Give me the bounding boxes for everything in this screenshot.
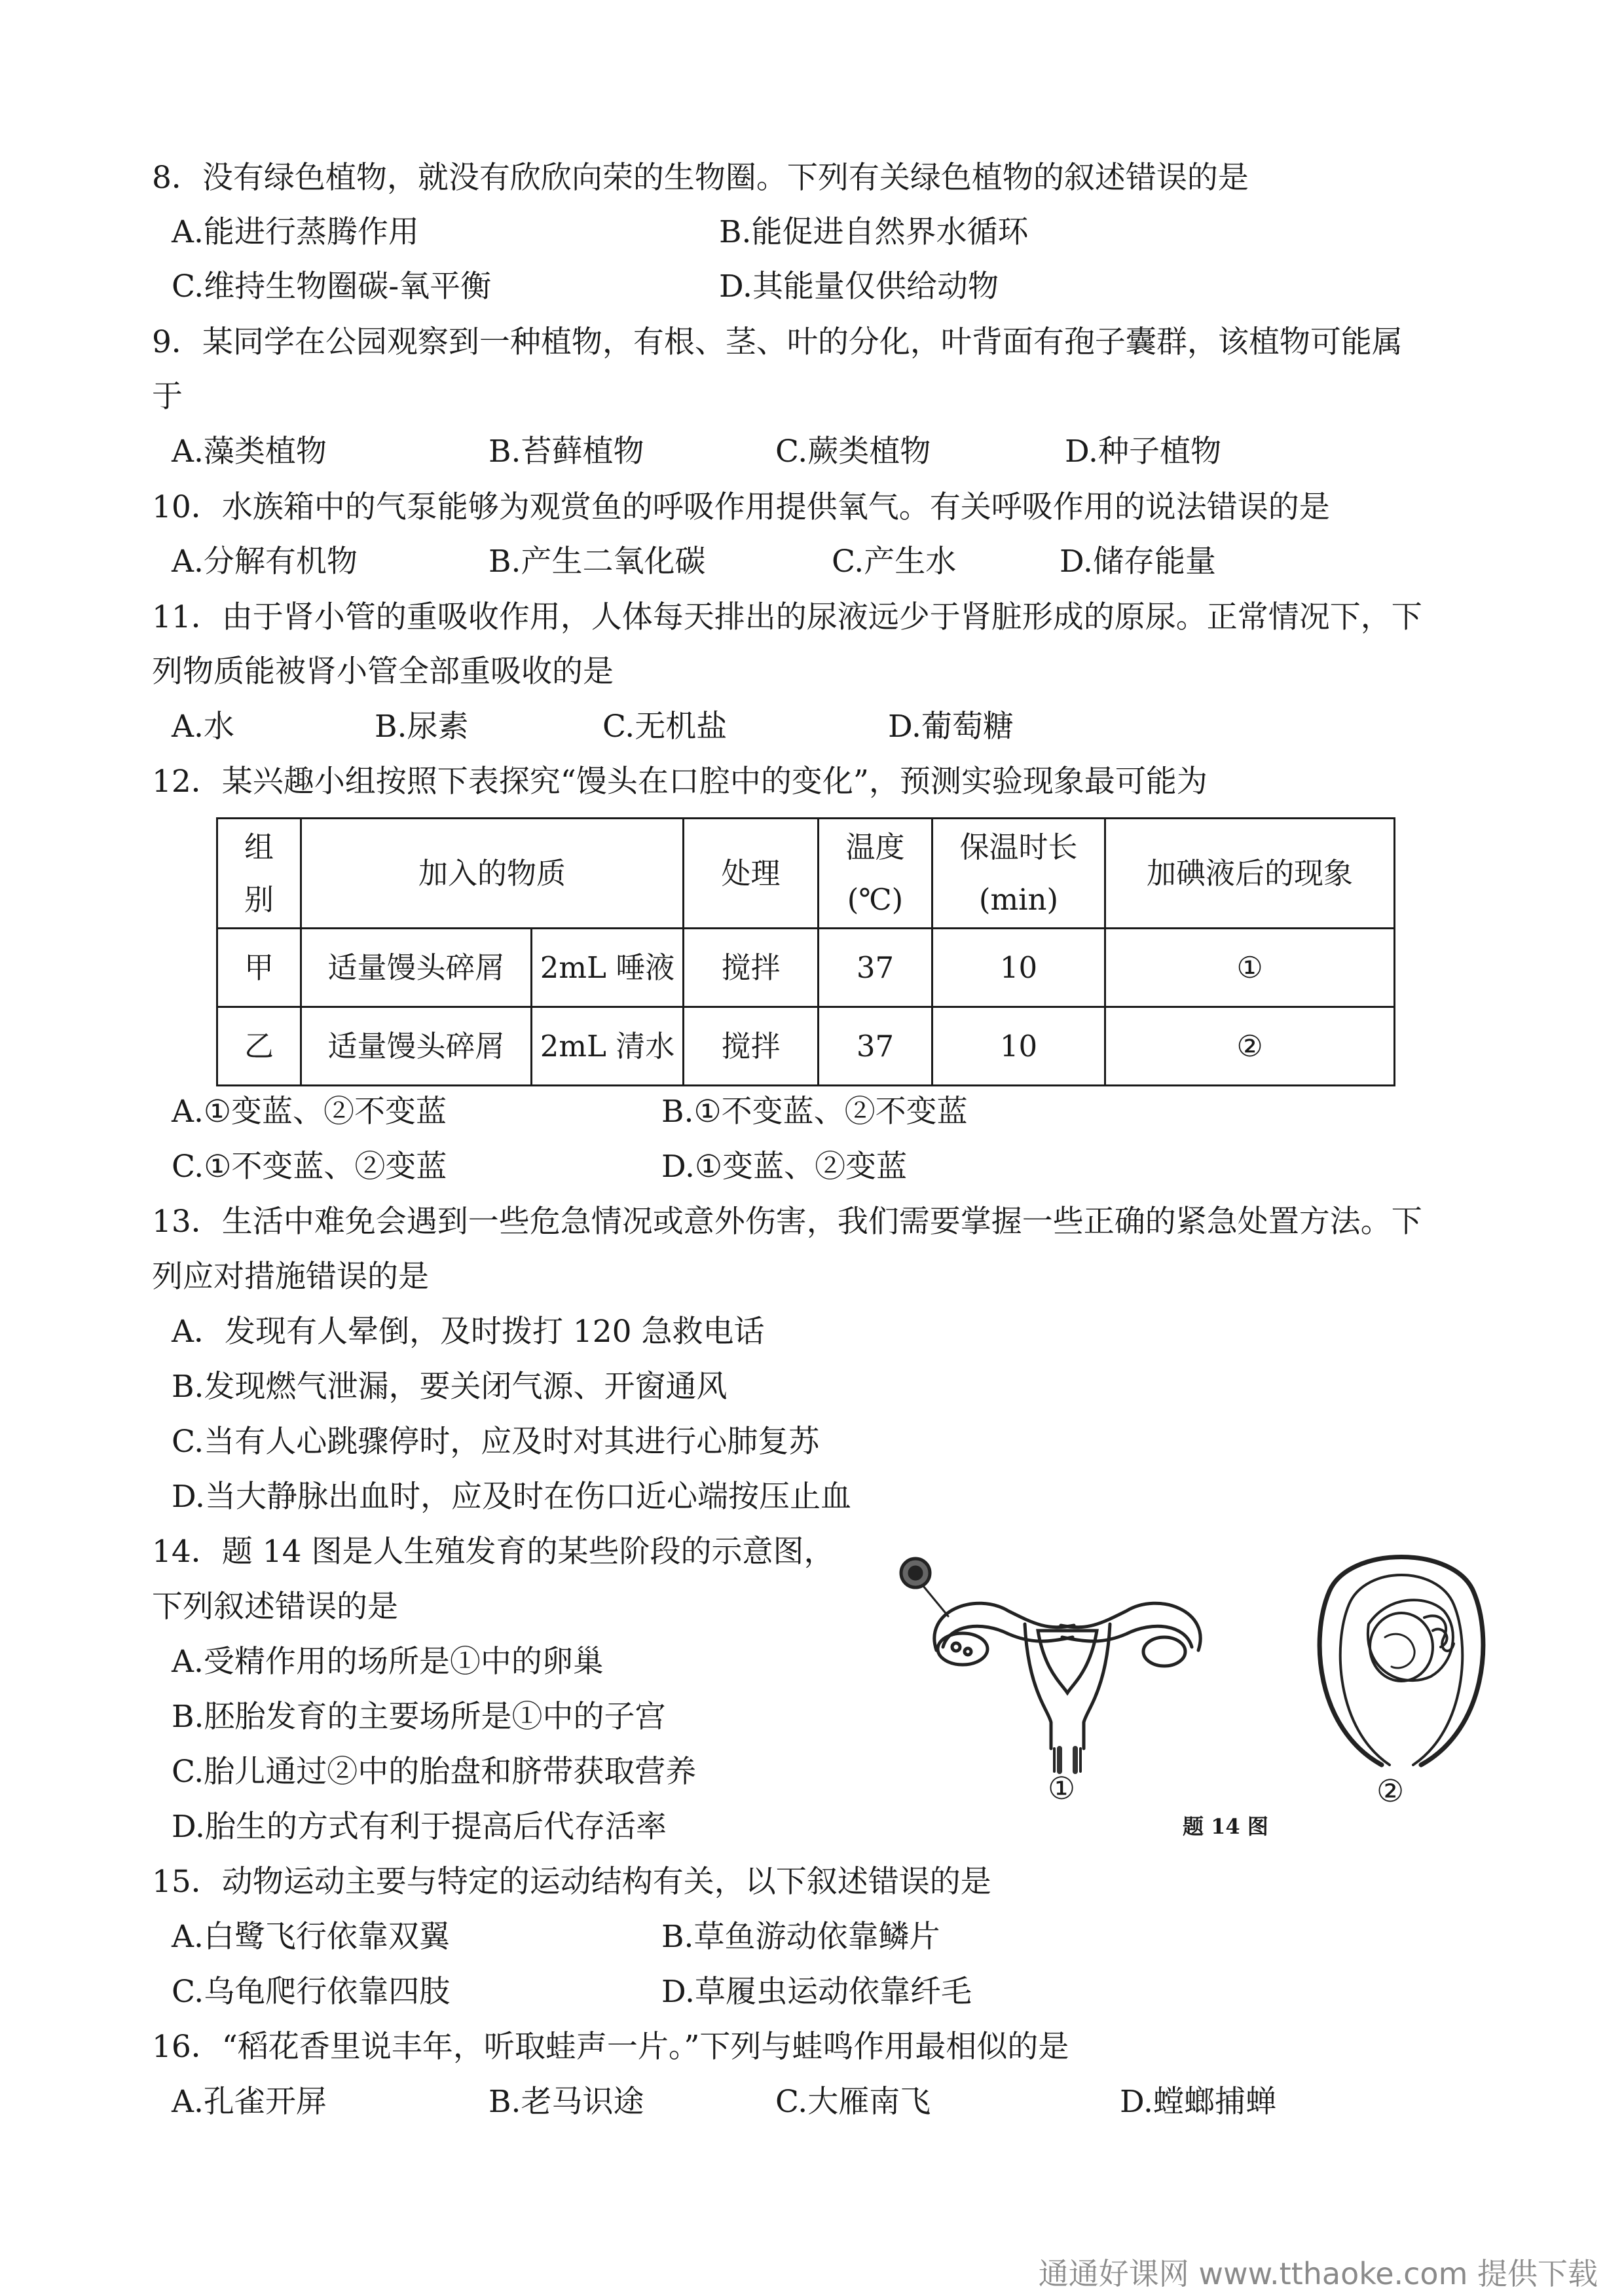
q15-option-b: B.草鱼游动依靠鳞片 <box>661 1919 940 1955</box>
q11-stem-line1: 11．由于肾小管的重吸收作用，人体每天排出的尿液远少于肾脏形成的原尿。正常情况下，下 <box>152 599 1422 635</box>
table-header-row <box>217 819 1395 929</box>
q11-stem-line2: 列物质能被肾小管全部重吸收的是 <box>152 654 614 690</box>
q12-option-c: C.①不变蓝、②变蓝 <box>172 1149 447 1185</box>
q13-option-c: C.当有人心跳骤停时，应及时对其进行心肺复苏 <box>172 1424 820 1460</box>
q9-option-a: A.藻类植物 <box>172 434 327 470</box>
q15-option-c: C.乌龟爬行依靠四肢 <box>172 1974 451 2010</box>
header-group <box>217 819 301 929</box>
q10-option-c: C.产生水 <box>832 544 957 580</box>
q9-stem-line2: 于 <box>152 379 183 415</box>
q9-option-b: B.苔藓植物 <box>489 434 644 470</box>
q15-stem: 15．动物运动主要与特定的运动结构有关，以下叙述错误的是 <box>152 1864 991 1900</box>
q12-option-a: A.①变蓝、②不变蓝 <box>172 1094 447 1130</box>
fetus-in-uterus-figure <box>1303 1532 1500 1768</box>
q9-option-d: D.种子植物 <box>1065 434 1221 470</box>
q9-option-c: C.蕨类植物 <box>775 434 931 470</box>
q16-stem: 16．“稻花香里说丰年，听取蛙声一片。”下列与蛙鸣作用最相似的是 <box>152 2029 1069 2065</box>
header-temperature <box>819 819 932 929</box>
cell-temperature: 37 <box>819 929 932 1007</box>
q13-stem-line1: 13．生活中难免会遇到一些危急情况或意外伤害，我们需要掌握一些正确的紧急处置方法。下 <box>152 1204 1422 1240</box>
header-temperature-line1: 温度 <box>845 829 905 864</box>
cell-substance-1: 适量馒头碎屑 <box>301 1007 532 1086</box>
figure-caption: 题 14 图 <box>1183 1814 1268 1839</box>
header-treatment: 处理 <box>684 819 819 929</box>
cell-result: ② <box>1105 1007 1395 1086</box>
q8-option-c: C.维持生物圈碳-氧平衡 <box>172 268 492 305</box>
q11-option-d: D.葡萄糖 <box>888 709 1014 745</box>
cell-treatment: 搅拌 <box>684 929 819 1007</box>
q14-option-a: A.受精作用的场所是①中的卵巢 <box>172 1644 604 1680</box>
q8-stem: 8．没有绿色植物，就没有欣欣向荣的生物圈。下列有关绿色植物的叙述错误的是 <box>152 160 1249 196</box>
header-result: 加碘液后的现象 <box>1105 819 1395 929</box>
q14-option-c: C.胎儿通过②中的胎盘和脐带获取营养 <box>172 1754 697 1790</box>
figure-label-2: ② <box>1376 1773 1405 1809</box>
q14-stem-line1: 14．题 14 图是人生殖发育的某些阶段的示意图， <box>152 1534 835 1570</box>
q14-stem-line2: 下列叙述错误的是 <box>152 1589 398 1625</box>
table-row <box>217 1007 1395 1086</box>
q8-option-b: B.能促进自然界水循环 <box>719 214 1029 250</box>
q11-option-c: C.无机盐 <box>602 709 728 745</box>
footer-watermark: 通通好课网 www.tthaoke.com 提供下载 <box>1038 2256 1598 2291</box>
cell-time: 10 <box>932 929 1105 1007</box>
q13-option-d: D.当大静脉出血时，应及时在伤口近心端按压止血 <box>172 1479 851 1515</box>
q10-option-d: D.储存能量 <box>1060 544 1216 580</box>
experiment-table <box>216 817 1395 1086</box>
q13-option-b: B.发现燃气泄漏，要关闭气源、开窗通风 <box>172 1369 728 1405</box>
q16-option-b: B.老马识途 <box>489 2084 644 2120</box>
cell-temperature: 37 <box>819 1007 932 1086</box>
header-time <box>932 819 1105 929</box>
q16-option-c: C.大雁南飞 <box>775 2084 931 2120</box>
q13-stem-line2: 列应对措施错误的是 <box>152 1259 429 1295</box>
header-substance: 加入的物质 <box>301 819 684 929</box>
q10-option-a: A.分解有机物 <box>172 544 358 580</box>
q10-option-b: B.产生二氧化碳 <box>489 544 706 580</box>
q12-option-d: D.①变蓝、②变蓝 <box>661 1149 908 1185</box>
cell-treatment: 搅拌 <box>684 1007 819 1086</box>
q11-option-a: A.水 <box>172 709 234 745</box>
q15-option-a: A.白鹭飞行依靠双翼 <box>172 1919 450 1955</box>
table-row <box>217 929 1395 1007</box>
q10-stem: 10．水族箱中的气泵能够为观赏鱼的呼吸作用提供氧气。有关呼吸作用的说法错误的是 <box>152 489 1330 525</box>
cell-substance-2: 2mL 唾液 <box>532 929 684 1007</box>
header-group-line1: 组 <box>244 829 274 864</box>
q14-option-b: B.胚胎发育的主要场所是①中的子宫 <box>172 1699 666 1735</box>
figure-label-1: ① <box>1048 1771 1076 1807</box>
q12-option-b: B.①不变蓝、②不变蓝 <box>661 1094 968 1130</box>
cell-time: 10 <box>932 1007 1105 1086</box>
cell-result: ① <box>1105 929 1395 1007</box>
q16-option-d: D.螳螂捕蝉 <box>1120 2084 1276 2120</box>
q13-option-a: A．发现有人晕倒，及时拨打 120 急救电话 <box>172 1314 765 1350</box>
header-time-line2: (min) <box>978 881 1059 917</box>
header-time-line1: 保温时长 <box>959 829 1078 864</box>
q8-option-d: D.其能量仅供给动物 <box>719 268 999 305</box>
q16-option-a: A.孔雀开屏 <box>172 2084 327 2120</box>
cell-substance-1: 适量馒头碎屑 <box>301 929 532 1007</box>
q14-option-d: D.胎生的方式有利于提高后代存活率 <box>172 1809 667 1845</box>
q15-option-d: D.草履虫运动依靠纤毛 <box>661 1974 972 2010</box>
cell-group: 甲 <box>217 929 301 1007</box>
cell-group: 乙 <box>217 1007 301 1086</box>
female-reproductive-system-figure <box>897 1552 1238 1775</box>
q8-option-a: A.能进行蒸腾作用 <box>172 214 419 250</box>
q9-stem-line1: 9．某同学在公园观察到一种植物，有根、茎、叶的分化，叶背面有孢子囊群，该植物可能属 <box>152 324 1403 360</box>
cell-substance-2: 2mL 清水 <box>532 1007 684 1086</box>
q12-stem: 12．某兴趣小组按照下表探究“馒头在口腔中的变化”，预测实验现象最可能为 <box>152 764 1208 800</box>
q11-option-b: B.尿素 <box>375 709 469 745</box>
header-temperature-line2: (℃) <box>847 881 904 917</box>
header-group-line2: 别 <box>244 881 274 917</box>
